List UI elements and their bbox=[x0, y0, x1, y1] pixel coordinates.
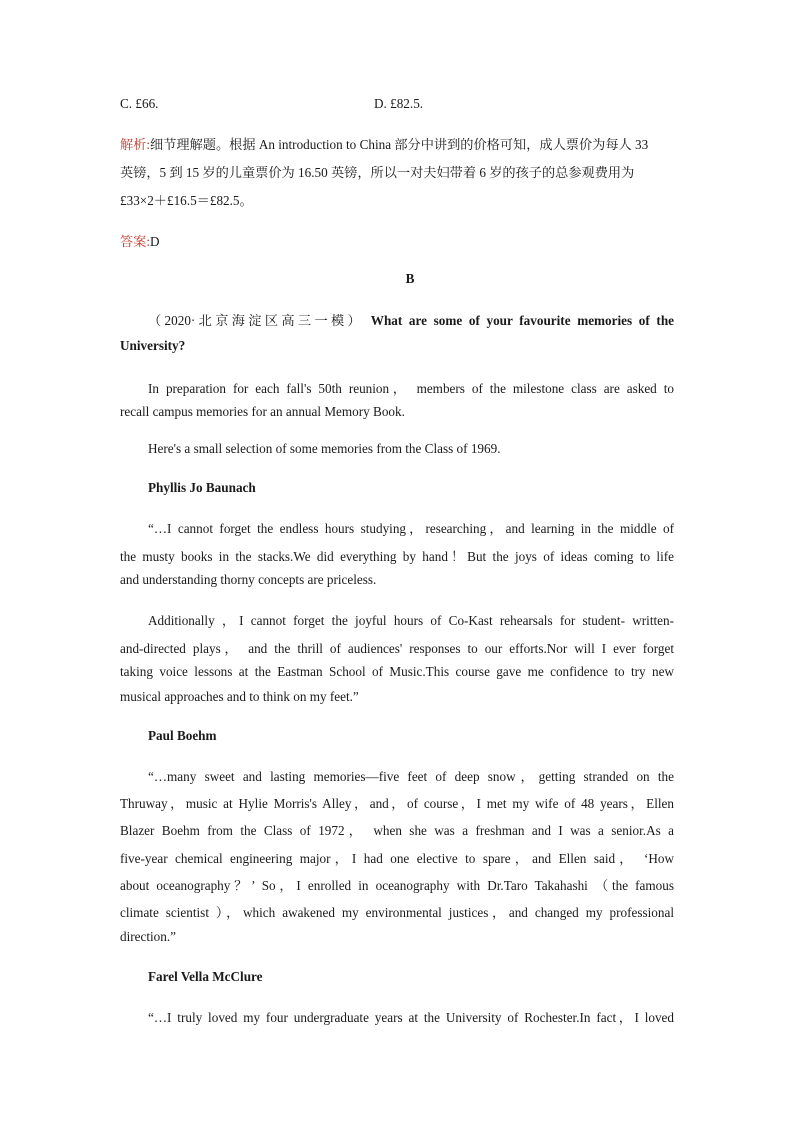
memory-2-p1-line-5: about oceanography？’ So，I enrolled in oceanography with Dr.Taro Takahashi （the famous bbox=[120, 878, 674, 893]
memory-2-name: Paul Boehm bbox=[148, 728, 217, 743]
intro-p1-line-1: In preparation for each fall's 50th reunion， members of the milestone class are asked to bbox=[148, 381, 674, 396]
section-letter: B bbox=[405, 271, 415, 286]
memory-1-p2-line-2: and-directed plays， and the thrill of audiences' responses to our efforts.Nor will I ever forget bbox=[120, 641, 674, 656]
memory-1-p1-line-3: and understanding thorny concepts are priceless. bbox=[120, 572, 377, 587]
memory-2-p1-line-3: Blazer Boehm from the Class of 1972， when she was a freshman and I was a senior.As a bbox=[120, 823, 674, 838]
memory-2-p1-line-1: “…many sweet and lasting memories—five feet of deep snow，getting stranded on the bbox=[148, 769, 674, 784]
passage-title-line-1 bbox=[148, 310, 674, 329]
passage-question-2: University? bbox=[120, 338, 186, 353]
memory-2-p1-line-4: five-year chemical engineering major，I had one elective to spare，and Ellen said， ‘How bbox=[120, 851, 674, 866]
analysis-line-3: £33×2＋£16.5＝£82.5。 bbox=[120, 193, 253, 208]
option-c: C. £66. bbox=[120, 96, 159, 111]
analysis-text-1: 细节理解题。根据 An introduction to China 部分中讲到的价格可知，成人票价为每人 33 bbox=[150, 137, 649, 152]
answer-colon: : bbox=[146, 234, 151, 249]
memory-3-p1-line-1: “…I truly loved my four undergraduate years at the University of Rochester.In fact，I loved bbox=[148, 1010, 674, 1025]
memory-1-name: Phyllis Jo Baunach bbox=[148, 480, 256, 495]
memory-2-p1-line-2: Thruway，music at Hylie Morris's Alley，and，of course，I met my wife of 48 years，Ellen bbox=[120, 796, 674, 811]
passage-source: （2020·北京海淀区高三一模） bbox=[148, 313, 365, 328]
option-d: D. £82.5. bbox=[374, 96, 424, 111]
answer-label: 答案 bbox=[120, 234, 147, 249]
memory-3-name: Farel Vella McClure bbox=[148, 969, 263, 984]
answer-value: D bbox=[150, 234, 160, 249]
intro-p1-line-2: recall campus memories for an annual Memory Book. bbox=[120, 404, 405, 419]
memory-1-p2-line-1: Additionally ，I cannot forget the joyful hours of Co-Kast rehearsals for student- written- bbox=[148, 613, 674, 628]
analysis-line-2: 英镑，5 到 15 岁的儿童票价为 16.50 英镑，所以一对夫妇带着 6 岁的孩子的总参观费用为 bbox=[120, 165, 635, 180]
analysis-line-1 bbox=[120, 134, 674, 153]
passage-question-1: What are some of your favourite memories of the bbox=[370, 313, 675, 328]
memory-2-p1-line-7: direction.” bbox=[120, 929, 177, 944]
memory-1-p1-line-2: the musty books in the stacks.We did everything by hand！But the joys of ideas coming to life bbox=[120, 549, 674, 564]
analysis-colon: : bbox=[146, 137, 151, 152]
memory-1-p2-line-4: musical approaches and to think on my feet.” bbox=[120, 689, 359, 704]
memory-1-p2-line-3: taking voice lessons at the Eastman School of Music.This course gave me confidence to try new bbox=[120, 664, 674, 679]
memory-2-p1-line-6: climate scientist ），which awakened my environmental justices，and changed my professional bbox=[120, 905, 674, 920]
answer-line bbox=[120, 231, 674, 250]
intro-p2: Here's a small selection of some memories from the Class of 1969. bbox=[148, 441, 501, 456]
analysis-label: 解析 bbox=[120, 137, 147, 152]
memory-1-p1-line-1: “…I cannot forget the endless hours studying，researching，and learning in the middle of bbox=[148, 521, 674, 536]
